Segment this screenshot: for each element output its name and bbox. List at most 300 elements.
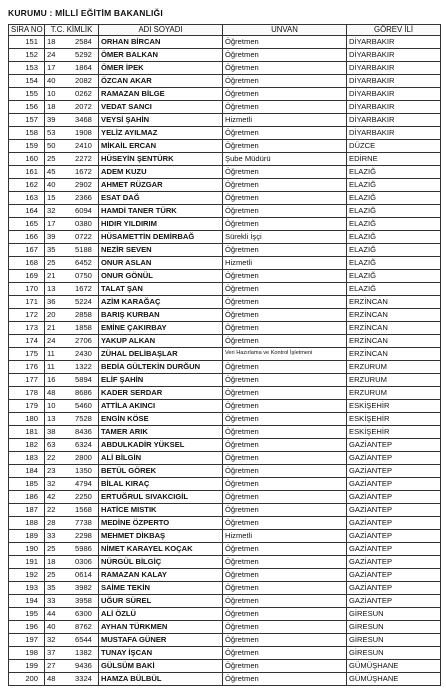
- row-tc-number: [45, 257, 99, 270]
- row-province: EDİRNE: [347, 153, 441, 166]
- row-number: 171: [9, 296, 45, 309]
- tc-prefix: 11: [47, 349, 55, 359]
- row-number: 183: [9, 452, 45, 465]
- row-tc-number: [45, 491, 99, 504]
- table-row: [9, 335, 441, 348]
- tc-suffix: 7528: [75, 414, 92, 424]
- row-number: 191: [9, 556, 45, 569]
- row-title: Şube Müdürü: [223, 153, 347, 166]
- row-province: ERZURUM: [347, 387, 441, 400]
- row-full-name: ZÜHAL DELİBAŞLAR: [99, 348, 223, 361]
- tc-suffix: 2072: [75, 102, 92, 112]
- row-number: 195: [9, 608, 45, 621]
- table-row: [9, 634, 441, 647]
- row-full-name: ALİ ÖZLÜ: [99, 608, 223, 621]
- tc-suffix: 8436: [75, 427, 92, 437]
- row-province: ERZİNCAN: [347, 348, 441, 361]
- row-full-name: ABDULKADİR YÜKSEL: [99, 439, 223, 452]
- tc-suffix: 2272: [75, 154, 92, 164]
- tc-prefix: 22: [47, 505, 56, 515]
- row-tc-number: [45, 101, 99, 114]
- row-title: Öğretmen: [223, 465, 347, 478]
- row-full-name: ESAT DAĞ: [99, 192, 223, 205]
- row-title: Öğretmen: [223, 283, 347, 296]
- row-province: ELAZIĞ: [347, 192, 441, 205]
- row-title: Öğretmen: [223, 192, 347, 205]
- tc-prefix: 13: [47, 284, 56, 294]
- table-row: [9, 413, 441, 426]
- row-full-name: BETÜL GÖREK: [99, 465, 223, 478]
- tc-prefix: 38: [47, 427, 56, 437]
- tc-prefix: 53: [47, 128, 56, 138]
- row-title: Öğretmen: [223, 127, 347, 140]
- row-title: Öğretmen: [223, 426, 347, 439]
- row-title: Öğretmen: [223, 335, 347, 348]
- tc-prefix: 35: [47, 583, 56, 593]
- row-tc-number: [45, 179, 99, 192]
- table-row: [9, 244, 441, 257]
- tc-prefix: 44: [47, 609, 56, 619]
- tc-suffix: 1908: [75, 128, 92, 138]
- tc-prefix: 45: [47, 167, 56, 177]
- table-row: [9, 296, 441, 309]
- row-province: DİYARBAKIR: [347, 62, 441, 75]
- row-full-name: EMİNE ÇAKIRBAY: [99, 322, 223, 335]
- tc-prefix: 13: [47, 414, 56, 424]
- tc-prefix: 10: [47, 401, 56, 411]
- table-row: [9, 114, 441, 127]
- tc-suffix: 8762: [75, 622, 92, 632]
- table-row: [9, 400, 441, 413]
- row-full-name: KADER SERDAR: [99, 387, 223, 400]
- tc-prefix: 18: [47, 102, 56, 112]
- row-province: ELAZIĞ: [347, 166, 441, 179]
- table-row: [9, 270, 441, 283]
- table-row: [9, 491, 441, 504]
- row-province: ESKİŞEHİR: [347, 413, 441, 426]
- tc-suffix: 6452: [75, 258, 92, 268]
- row-full-name: HÜSAMETTİN DEMİRBAĞ: [99, 231, 223, 244]
- row-title: Öğretmen: [223, 62, 347, 75]
- row-title: Öğretmen: [223, 296, 347, 309]
- tc-suffix: 2902: [75, 180, 92, 190]
- row-tc-number: [45, 270, 99, 283]
- row-full-name: MEDİNE ÖZPERTO: [99, 517, 223, 530]
- row-number: 185: [9, 478, 45, 491]
- table-row: [9, 166, 441, 179]
- row-number: 198: [9, 647, 45, 660]
- row-tc-number: [45, 244, 99, 257]
- row-tc-number: [45, 49, 99, 62]
- tc-suffix: 0722: [75, 232, 92, 242]
- row-tc-number: [45, 114, 99, 127]
- table-row: [9, 88, 441, 101]
- row-full-name: AHMET RÜZGAR: [99, 179, 223, 192]
- tc-suffix: 6094: [75, 206, 92, 216]
- tc-prefix: 18: [47, 557, 56, 567]
- tc-suffix: 3468: [75, 115, 92, 125]
- row-number: 176: [9, 361, 45, 374]
- row-tc-number: [45, 647, 99, 660]
- row-number: 182: [9, 439, 45, 452]
- table-row: [9, 348, 441, 361]
- tc-suffix: 5460: [75, 401, 92, 411]
- row-number: 173: [9, 322, 45, 335]
- tc-prefix: 37: [47, 648, 56, 658]
- tc-suffix: 5224: [75, 297, 92, 307]
- row-tc-number: [45, 335, 99, 348]
- tc-suffix: 3958: [75, 596, 92, 606]
- table-row: [9, 582, 441, 595]
- row-province: ERZİNCAN: [347, 296, 441, 309]
- tc-suffix: 2366: [75, 193, 92, 203]
- table-row: [9, 595, 441, 608]
- row-tc-number: [45, 361, 99, 374]
- row-number: 197: [9, 634, 45, 647]
- tc-suffix: 5986: [75, 544, 92, 554]
- row-province: DİYARBAKIR: [347, 75, 441, 88]
- tc-prefix: 25: [47, 258, 56, 268]
- row-province: ERZURUM: [347, 374, 441, 387]
- table-row: [9, 621, 441, 634]
- personnel-table: [8, 24, 441, 686]
- tc-suffix: 2706: [75, 336, 92, 346]
- tc-prefix: 21: [47, 323, 56, 333]
- row-number: 167: [9, 244, 45, 257]
- row-province: DİYARBAKIR: [347, 36, 441, 49]
- row-title: Sürekli İşçi: [223, 231, 347, 244]
- row-number: 156: [9, 101, 45, 114]
- tc-prefix: 25: [47, 544, 56, 554]
- row-full-name: VEYSİ ŞAHİN: [99, 114, 223, 127]
- tc-prefix: 50: [47, 141, 56, 151]
- row-tc-number: [45, 166, 99, 179]
- row-province: GAZİANTEP: [347, 439, 441, 452]
- row-title: Öğretmen: [223, 140, 347, 153]
- tc-suffix: 2082: [75, 76, 92, 86]
- row-full-name: ATTİLA AKINCI: [99, 400, 223, 413]
- row-tc-number: [45, 543, 99, 556]
- row-province: ELAZIĞ: [347, 270, 441, 283]
- row-province: ESKİŞEHİR: [347, 426, 441, 439]
- row-province: ERZİNCAN: [347, 309, 441, 322]
- tc-suffix: 9436: [75, 661, 92, 671]
- table-row: [9, 517, 441, 530]
- row-full-name: ÖMER İPEK: [99, 62, 223, 75]
- row-tc-number: [45, 192, 99, 205]
- row-tc-number: [45, 439, 99, 452]
- row-number: 154: [9, 75, 45, 88]
- row-province: GAZİANTEP: [347, 556, 441, 569]
- tc-prefix: 23: [47, 466, 56, 476]
- row-full-name: HIDIR YILDIRIM: [99, 218, 223, 231]
- row-full-name: AZİM KARAĞAÇ: [99, 296, 223, 309]
- row-tc-number: [45, 127, 99, 140]
- tc-prefix: 48: [47, 388, 56, 398]
- tc-suffix: 1350: [75, 466, 92, 476]
- tc-prefix: 40: [47, 622, 56, 632]
- row-full-name: SAİME TEKİN: [99, 582, 223, 595]
- row-province: ELAZIĞ: [347, 205, 441, 218]
- tc-suffix: 0306: [75, 557, 92, 567]
- row-number: 178: [9, 387, 45, 400]
- row-title: Öğretmen: [223, 660, 347, 673]
- column-header-tc: T.C. KİMLİK: [45, 25, 99, 36]
- table-row: [9, 673, 441, 686]
- row-tc-number: [45, 309, 99, 322]
- row-number: 161: [9, 166, 45, 179]
- tc-prefix: 21: [47, 271, 56, 281]
- row-full-name: TALAT ŞAN: [99, 283, 223, 296]
- row-title: Öğretmen: [223, 582, 347, 595]
- row-number: 152: [9, 49, 45, 62]
- row-title: Öğretmen: [223, 36, 347, 49]
- tc-prefix: 40: [47, 76, 56, 86]
- row-full-name: ALİ BİLGİN: [99, 452, 223, 465]
- row-full-name: NİMET KARAYEL KOÇAK: [99, 543, 223, 556]
- row-title: Öğretmen: [223, 166, 347, 179]
- row-tc-number: [45, 426, 99, 439]
- tc-prefix: 10: [47, 89, 56, 99]
- tc-suffix: 0614: [75, 570, 92, 580]
- row-province: ERZİNCAN: [347, 322, 441, 335]
- row-province: DİYARBAKIR: [347, 127, 441, 140]
- table-row: [9, 205, 441, 218]
- row-number: 193: [9, 582, 45, 595]
- row-full-name: HÜSEYİN ŞENTÜRK: [99, 153, 223, 166]
- row-title: Öğretmen: [223, 491, 347, 504]
- table-row: [9, 647, 441, 660]
- tc-suffix: 2250: [75, 492, 92, 502]
- tc-suffix: 0380: [75, 219, 92, 229]
- table-row: [9, 283, 441, 296]
- row-tc-number: [45, 569, 99, 582]
- tc-suffix: 6324: [75, 440, 92, 450]
- tc-prefix: 36: [47, 297, 56, 307]
- tc-prefix: 33: [47, 596, 56, 606]
- row-number: 157: [9, 114, 45, 127]
- row-province: DİYARBAKIR: [347, 88, 441, 101]
- table-row: [9, 465, 441, 478]
- tc-suffix: 1672: [75, 284, 92, 294]
- table-body: [9, 36, 441, 686]
- row-number: 199: [9, 660, 45, 673]
- row-title: Öğretmen: [223, 634, 347, 647]
- row-province: ELAZIĞ: [347, 179, 441, 192]
- row-title: Öğretmen: [223, 387, 347, 400]
- tc-prefix: 20: [47, 310, 56, 320]
- table-row: [9, 49, 441, 62]
- row-full-name: ENGİN KÖSE: [99, 413, 223, 426]
- row-number: 160: [9, 153, 45, 166]
- row-number: 181: [9, 426, 45, 439]
- row-full-name: AYHAN TÜRKMEN: [99, 621, 223, 634]
- row-province: GAZİANTEP: [347, 465, 441, 478]
- row-number: 186: [9, 491, 45, 504]
- table-row: [9, 322, 441, 335]
- row-province: DÜZCE: [347, 140, 441, 153]
- row-tc-number: [45, 582, 99, 595]
- row-tc-number: [45, 140, 99, 153]
- row-province: GAZİANTEP: [347, 595, 441, 608]
- row-tc-number: [45, 218, 99, 231]
- row-tc-number: [45, 387, 99, 400]
- tc-suffix: 4794: [75, 479, 92, 489]
- tc-prefix: 25: [47, 154, 56, 164]
- table-row: [9, 660, 441, 673]
- row-title: Öğretmen: [223, 205, 347, 218]
- tc-suffix: 0750: [75, 271, 92, 281]
- row-tc-number: [45, 153, 99, 166]
- row-number: 180: [9, 413, 45, 426]
- row-province: ELAZIĞ: [347, 244, 441, 257]
- row-tc-number: [45, 452, 99, 465]
- row-tc-number: [45, 36, 99, 49]
- row-tc-number: [45, 283, 99, 296]
- row-tc-number: [45, 621, 99, 634]
- row-number: 166: [9, 231, 45, 244]
- row-province: ELAZIĞ: [347, 257, 441, 270]
- row-tc-number: [45, 660, 99, 673]
- tc-prefix: 48: [47, 674, 56, 684]
- row-number: 187: [9, 504, 45, 517]
- row-number: 188: [9, 517, 45, 530]
- row-number: 159: [9, 140, 45, 153]
- row-title: Öğretmen: [223, 101, 347, 114]
- tc-prefix: 17: [47, 219, 56, 229]
- row-province: GİRESUN: [347, 647, 441, 660]
- row-province: GAZİANTEP: [347, 530, 441, 543]
- table-row: [9, 426, 441, 439]
- row-province: ERZURUM: [347, 361, 441, 374]
- tc-suffix: 6300: [75, 609, 92, 619]
- row-tc-number: [45, 296, 99, 309]
- row-title: Öğretmen: [223, 517, 347, 530]
- row-full-name: YELİZ AYILMAZ: [99, 127, 223, 140]
- row-number: 177: [9, 374, 45, 387]
- table-row: [9, 257, 441, 270]
- tc-suffix: 2298: [75, 531, 92, 541]
- tc-prefix: 39: [47, 115, 56, 125]
- row-title: Öğretmen: [223, 322, 347, 335]
- tc-prefix: 25: [47, 570, 56, 580]
- tc-suffix: 1568: [75, 505, 92, 515]
- row-title: Öğretmen: [223, 309, 347, 322]
- row-tc-number: [45, 595, 99, 608]
- tc-suffix: 1382: [75, 648, 92, 658]
- row-tc-number: [45, 231, 99, 244]
- tc-suffix: 1864: [75, 63, 92, 73]
- row-title: Öğretmen: [223, 504, 347, 517]
- row-full-name: HATİCE MISTIK: [99, 504, 223, 517]
- tc-suffix: 1322: [75, 362, 92, 372]
- tc-prefix: 22: [47, 453, 56, 463]
- row-number: 158: [9, 127, 45, 140]
- tc-suffix: 0262: [75, 89, 92, 99]
- row-number: 194: [9, 595, 45, 608]
- row-tc-number: [45, 413, 99, 426]
- tc-suffix: 7738: [75, 518, 92, 528]
- row-province: GİRESUN: [347, 621, 441, 634]
- tc-prefix: 18: [47, 37, 56, 47]
- table-row: [9, 374, 441, 387]
- column-header-name: ADI SOYADI: [99, 25, 223, 36]
- row-tc-number: [45, 673, 99, 686]
- tc-suffix: 2858: [75, 310, 92, 320]
- row-title: Öğretmen: [223, 439, 347, 452]
- table-row: [9, 192, 441, 205]
- table-row: [9, 218, 441, 231]
- tc-prefix: 27: [47, 661, 56, 671]
- tc-suffix: 1672: [75, 167, 92, 177]
- table-row: [9, 439, 441, 452]
- row-number: 151: [9, 36, 45, 49]
- row-title: Öğretmen: [223, 270, 347, 283]
- row-tc-number: [45, 88, 99, 101]
- row-province: ERZİNCAN: [347, 335, 441, 348]
- table-row: [9, 75, 441, 88]
- tc-suffix: 8686: [75, 388, 92, 398]
- row-title: Öğretmen: [223, 569, 347, 582]
- row-tc-number: [45, 465, 99, 478]
- row-number: 153: [9, 62, 45, 75]
- table-row: [9, 543, 441, 556]
- table-row: [9, 309, 441, 322]
- row-number: 179: [9, 400, 45, 413]
- row-province: ELAZIĞ: [347, 283, 441, 296]
- row-title: Öğretmen: [223, 413, 347, 426]
- table-row: [9, 62, 441, 75]
- tc-prefix: 24: [47, 336, 56, 346]
- row-title: Öğretmen: [223, 673, 347, 686]
- row-title: Hizmetli: [223, 257, 347, 270]
- row-province: DİYARBAKIR: [347, 101, 441, 114]
- row-title: Öğretmen: [223, 400, 347, 413]
- table-row: [9, 452, 441, 465]
- tc-prefix: 32: [47, 635, 56, 645]
- row-full-name: VEDAT SANCI: [99, 101, 223, 114]
- row-number: 169: [9, 270, 45, 283]
- row-number: 184: [9, 465, 45, 478]
- tc-prefix: 16: [47, 375, 56, 385]
- row-province: GAZİANTEP: [347, 569, 441, 582]
- column-header-no: SIRA NO: [9, 25, 45, 36]
- row-title: Öğretmen: [223, 478, 347, 491]
- row-title: Öğretmen: [223, 647, 347, 660]
- table-row: [9, 231, 441, 244]
- row-province: GAZİANTEP: [347, 504, 441, 517]
- row-title: Öğretmen: [223, 595, 347, 608]
- tc-prefix: 17: [47, 63, 56, 73]
- row-full-name: ÖZCAN AKAR: [99, 75, 223, 88]
- row-tc-number: [45, 517, 99, 530]
- tc-prefix: 63: [47, 440, 56, 450]
- row-full-name: ORHAN BİRCAN: [99, 36, 223, 49]
- tc-prefix: 15: [47, 193, 56, 203]
- row-title: Hizmetli: [223, 530, 347, 543]
- row-title: Öğretmen: [223, 543, 347, 556]
- row-number: 165: [9, 218, 45, 231]
- row-province: GAZİANTEP: [347, 491, 441, 504]
- row-province: GAZİANTEP: [347, 517, 441, 530]
- column-header-title: UNVAN: [223, 25, 347, 36]
- tc-suffix: 5894: [75, 375, 92, 385]
- row-title: Öğretmen: [223, 179, 347, 192]
- table-row: [9, 556, 441, 569]
- row-number: 174: [9, 335, 45, 348]
- row-title: Öğretmen: [223, 452, 347, 465]
- tc-suffix: 2430: [75, 349, 92, 359]
